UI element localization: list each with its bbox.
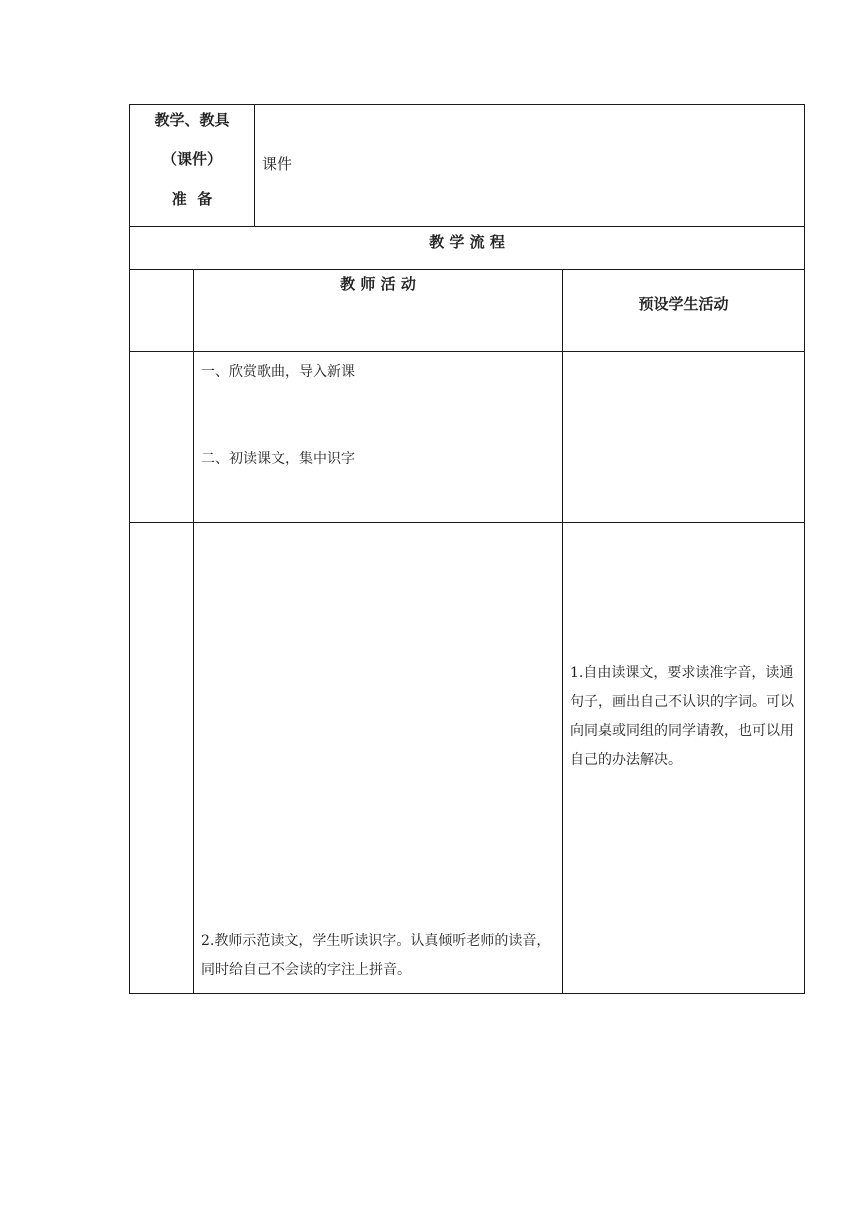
table-divider <box>193 269 194 994</box>
teacher-activity-item: 一、欣赏歌曲，导入新课 <box>201 364 355 380</box>
table-border-bottom <box>129 993 805 994</box>
table-divider <box>129 226 805 227</box>
prep-label-line3: 准 备 <box>171 190 213 208</box>
table-border-right <box>804 104 805 994</box>
table-divider <box>562 269 563 994</box>
table-divider <box>129 269 805 270</box>
table-divider <box>254 104 255 226</box>
table-border-top <box>129 104 805 105</box>
flow-title: 教 学 流 程 <box>429 233 505 251</box>
teacher-activity-header: 教 师 活 动 <box>340 275 416 293</box>
teacher-activity-text: 2.教师示范读文，学生听读识字。认真倾听老师的读音，同时给自己不会读的字注上拼音。 <box>201 933 551 978</box>
prep-label-line2: （课件） <box>161 150 222 168</box>
table-divider <box>129 351 805 352</box>
table-divider <box>129 522 805 523</box>
student-activity-text: 1.自由读课文，要求读准字音，读通句子，画出自己不认识的字词。可以向同桌或同组的同学请教，也可以用自己的办法解决。 <box>570 665 794 768</box>
prep-value: 课件 <box>262 155 293 173</box>
student-activity-header: 预设学生活动 <box>638 295 729 313</box>
teacher-activity-item: 二、初读课文，集中识字 <box>201 451 355 467</box>
prep-label-line1: 教学、教具 <box>154 111 230 129</box>
